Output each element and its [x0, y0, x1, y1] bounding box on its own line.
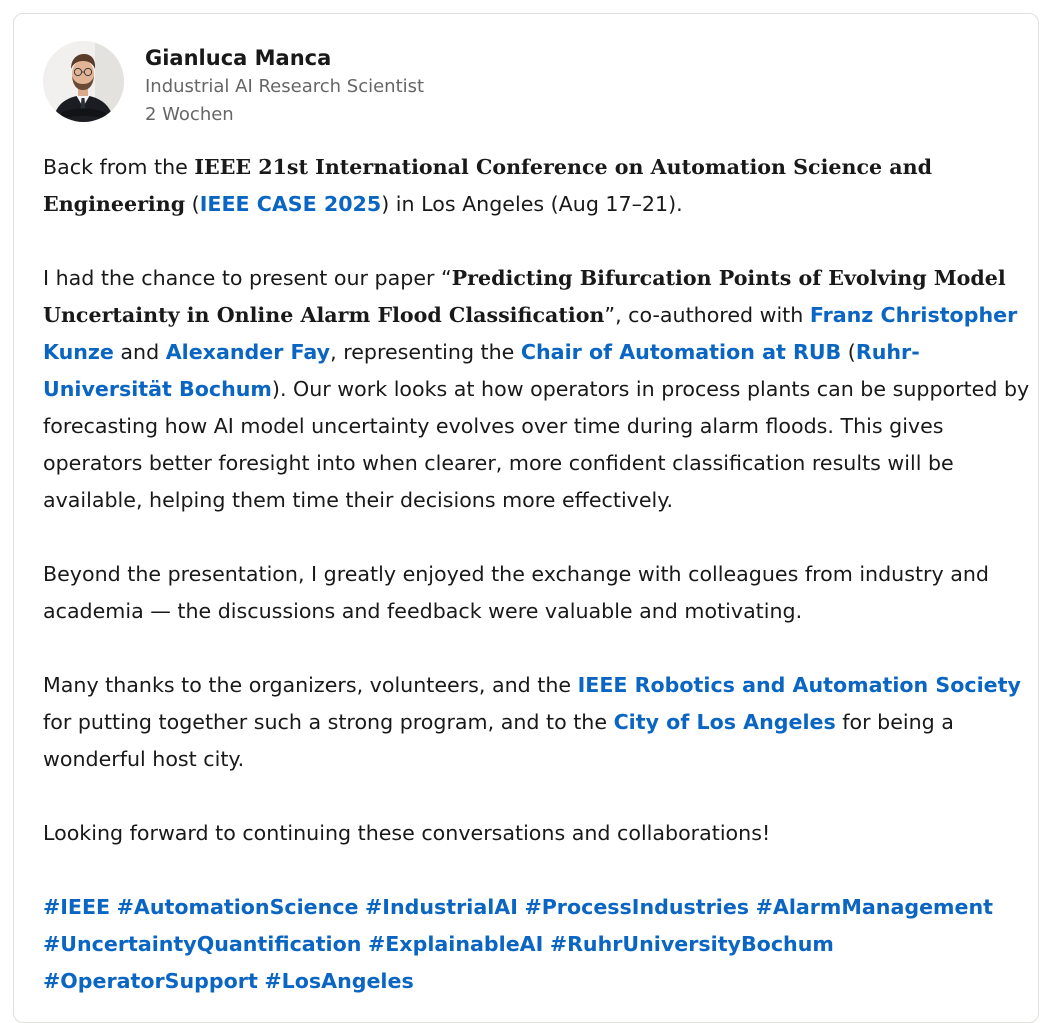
paragraph-2 [43, 260, 1033, 519]
text-segment: , representing the [330, 340, 521, 364]
avatar[interactable] [43, 41, 124, 122]
conference-name: IEEE 21st International Conference on Automation Science and Engineering [43, 155, 933, 216]
text-segment: ) in Los Angeles (Aug 17–21). [381, 192, 683, 216]
paper-title: Predicting Bifurcation Points of Evolving Model Uncertainty in Online Alarm Flood Classification [43, 266, 1006, 327]
text-segment: for putting together such a strong program, and to the [43, 710, 614, 734]
hashtag-uncertaintyquantification[interactable]: #UncertaintyQuantification [43, 932, 362, 956]
text-segment: for being a wonderful host city. [43, 710, 954, 771]
post-timestamp: 2 Wochen [145, 104, 234, 125]
text-segment: ”, co-authored with [604, 303, 810, 327]
hashtag-ruhruniversitybochum[interactable]: #RuhrUniversityBochum [549, 932, 834, 956]
author-headline: Industrial AI Research Scientist [145, 76, 425, 97]
hashtag-ieee[interactable]: #IEEE [43, 895, 111, 919]
paragraph-1 [43, 149, 1033, 223]
hashtag-processindustries[interactable]: #ProcessIndustries [524, 895, 750, 919]
hashtag-automationscience[interactable]: #AutomationScience [116, 895, 359, 919]
text-segment: Back from the [43, 155, 195, 179]
paragraph-3: Beyond the presentation, I greatly enjoyed the exchange with colleagues from industry and academia — the discussions and feedback were valuable and motivating. [43, 562, 989, 623]
post-text [43, 149, 1033, 1000]
mention-ieee-case-2025[interactable]: IEEE CASE 2025 [199, 192, 382, 216]
post-author [145, 43, 424, 129]
text-segment: ). Our work looks at how operators in process plants can be supported by forecasting how AI model uncertainty evolves over time during alarm floods. This gives operators better foresight into when clearer, more confident classification results will be available, helping them time their decisions more effectively. [43, 377, 1030, 512]
hashtag-list [43, 889, 1033, 1000]
text-segment: Many thanks to the organizers, volunteers, and the [43, 673, 578, 697]
post-card [13, 13, 1039, 1023]
hashtag-alarmmanagement[interactable]: #AlarmManagement [755, 895, 993, 919]
mention-city-of-los-angeles[interactable]: City of Los Angeles [613, 710, 836, 734]
text-segment: I had the chance to present our paper “ [43, 266, 452, 290]
hashtag-operatorsupport[interactable]: #OperatorSupport [43, 969, 258, 993]
mention-ruhr-universitaet-bochum[interactable]: Ruhr-Universität Bochum [43, 340, 920, 401]
text-segment: and [113, 340, 166, 364]
text-segment: ( [841, 340, 856, 364]
text-segment: ( [185, 192, 200, 216]
mention-alexander-fay[interactable]: Alexander Fay [165, 340, 331, 364]
paragraph-4 [43, 667, 1033, 778]
hashtag-losangeles[interactable]: #LosAngeles [264, 969, 414, 993]
mention-franz-christopher-kunze[interactable]: Franz Christopher Kunze [43, 303, 1018, 364]
mention-chair-of-automation[interactable]: Chair of Automation at RUB [520, 340, 842, 364]
paragraph-5: Looking forward to continuing these conversations and collaborations! [43, 821, 771, 845]
profile-photo-icon [43, 41, 124, 122]
hashtag-industrialai[interactable]: #IndustrialAI [365, 895, 518, 919]
mention-ieee-robotics-automation-society[interactable]: IEEE Robotics and Automation Society [577, 673, 1021, 697]
hashtag-explainableai[interactable]: #ExplainableAI [367, 932, 544, 956]
author-name[interactable]: Gianluca Manca [145, 46, 332, 70]
